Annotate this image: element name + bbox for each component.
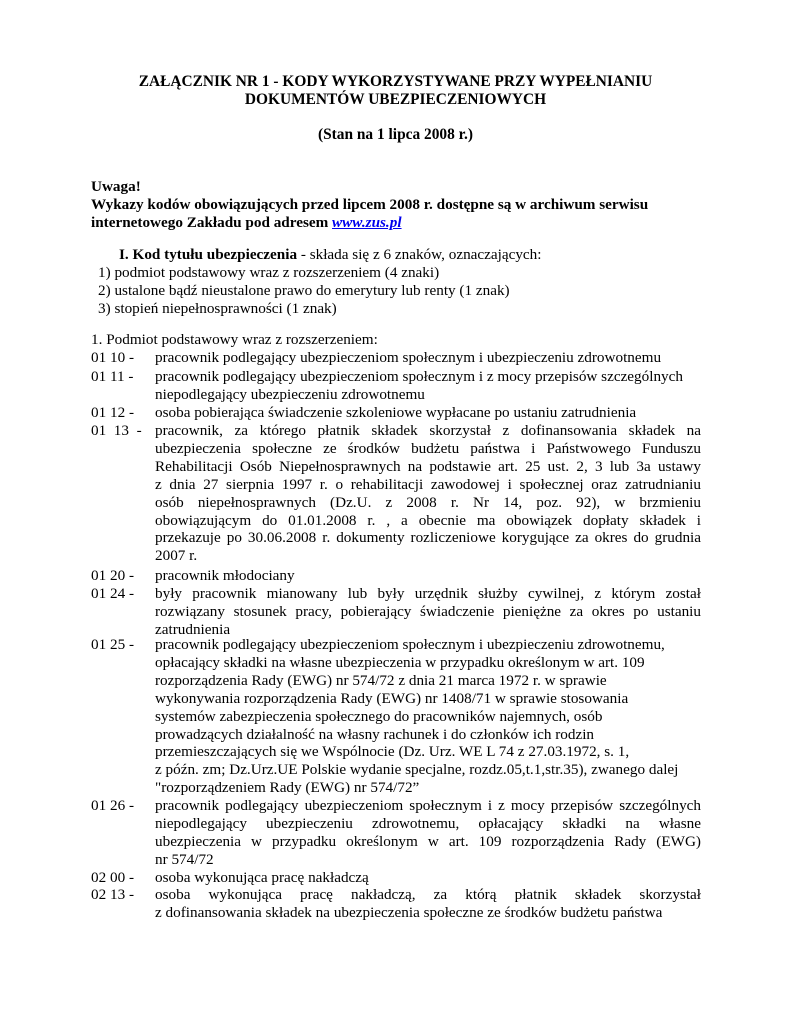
- description-line: obowiązującym do 01.01.2008 r. , a obecnie ma obowiązek dopłaty składek i: [155, 511, 701, 529]
- document-title-line1: ZAŁĄCZNIK NR 1 - KODY WYKORZYSTYWANE PRZY WYPEŁNIANIU: [138, 73, 653, 90]
- code-description: [155, 368, 701, 404]
- code-description: [155, 869, 701, 887]
- code-description: [155, 567, 701, 585]
- code-description: [155, 585, 701, 639]
- description-line: rozwiązany stosunek pracy, pobierający świadczenie pieniężne za okres po ustaniu: [155, 602, 701, 620]
- description-line: wykonywania rozporządzenia Rady (EWG) nr 1408/71 w sprawie stosowania: [155, 689, 629, 707]
- description-line: były pracownik mianowany lub były urzędnik służby cywilnej, z którym został: [155, 585, 701, 602]
- section-heading-title: I. Kod tytułu ubezpieczenia: [119, 246, 298, 263]
- code-description: [155, 422, 701, 565]
- code-description: [155, 886, 701, 922]
- code-number: 01 13 -: [91, 422, 142, 439]
- description-line: z dofinansowania składek na ubezpieczenia społeczne ze środków budżetu państwa: [155, 903, 663, 921]
- description-line: pracownik podlegający ubezpieczeniom społecznym i z mocy przepisów szczególnych: [155, 368, 683, 385]
- description-line: pracownik, za którego płatnik składek skorzystał z dofinansowania składek na: [155, 422, 701, 439]
- description-line: z późn. zm; Dz.Urz.UE Polskie wydanie specjalne, rozdz.05,t.1,str.35), zwanego dalej: [155, 761, 679, 779]
- section-heading-rest: - składa się z 6 znaków, oznaczających:: [297, 246, 542, 263]
- notice-line2: [91, 214, 711, 231]
- description-line: ubezpieczenia w przypadku określonym w art. 109 rozporządzenia Rady (EWG): [155, 832, 701, 850]
- description-line: "rozporządzeniem Rady (EWG) nr 574/72”: [155, 779, 420, 797]
- code-number: 01 20 -: [91, 567, 135, 584]
- notice-line1: Wykazy kodów obowiązujących przed lipcem 2008 r. dostępne są w archiwum serwisu: [91, 196, 649, 213]
- document-title-line2: DOKUMENTÓW UBEZPIECZENIOWYCH: [244, 91, 547, 108]
- code-number: 01 24 -: [91, 585, 135, 602]
- code-number: 02 13 -: [91, 886, 135, 903]
- description-line: prowadzących działalność na własny rachunek i do członków ich rodzin: [155, 725, 595, 743]
- code-number: 02 00 -: [91, 869, 135, 886]
- description-line: Rehabilitacji Osób Niepełnosprawnych na podstawie art. 25 ust. 2, 3 lub 3a ustawy: [155, 457, 701, 475]
- description-line: zatrudnienia: [155, 620, 231, 638]
- zus-website-link[interactable]: www.zus.pl: [332, 214, 402, 231]
- code-number: 01 12 -: [91, 404, 135, 421]
- description-line: rozporządzenia Rady (EWG) nr 574/72 z dnia 21 marca 1972 r. w sprawie: [155, 671, 607, 689]
- description-line: pracownik podlegający ubezpieczeniom społecznym i ubezpieczeniu zdrowotnemu: [155, 349, 662, 366]
- description-line: przemieszczających się we Wspólnocie (Dz. Urz. WE L 74 z 27.03.1972, s. 1,: [155, 743, 630, 761]
- description-line: przekazuje po 30.06.2008 r. dokumenty rozliczeniowe korygujące za okres do grudnia: [155, 529, 701, 547]
- description-line: opłacający składki na własne ubezpieczenia w przypadku określonym w art. 109: [155, 653, 645, 671]
- description-line: niepodlegający ubezpieczeniu zdrowotnemu: [155, 385, 425, 403]
- description-line: pracownik podlegający ubezpieczeniom społecznym i z mocy przepisów szczególnych: [155, 797, 701, 814]
- code-description: [155, 797, 701, 869]
- description-line: pracownik młodociany: [155, 567, 295, 584]
- description-line: osoba wykonująca pracę nakładczą, za którą płatnik składek skorzystał: [155, 886, 701, 903]
- notice-line2-text: internetowego Zakładu pod adresem: [91, 214, 333, 231]
- description-line: osób niepełnosprawnych (Dz.U. z 2008 r. Nr 14, poz. 92), w brzmieniu: [155, 493, 701, 511]
- code-number: 01 11 -: [91, 368, 134, 385]
- description-line: niepodlegający ubezpieczeniu zdrowotnemu, opłacający składki na własne: [155, 814, 701, 832]
- notice-heading: Uwaga!: [91, 178, 141, 195]
- section-heading: [119, 246, 739, 263]
- code-number: 01 10 -: [91, 349, 135, 366]
- list-item: 2) ustalone bądź nieustalone prawo do emerytury lub renty (1 znak): [98, 282, 510, 299]
- list-item: 3) stopień niepełnosprawności (1 znak): [98, 300, 337, 317]
- description-line: osoba wykonująca pracę nakładczą: [155, 869, 369, 886]
- date-note: (Stan na 1 lipca 2008 r.): [317, 126, 474, 143]
- code-description: [155, 636, 701, 797]
- description-line: 2007 r.: [155, 547, 198, 565]
- list-item: 1) podmiot podstawowy wraz z rozszerzeniem (4 znaki): [98, 264, 440, 281]
- code-number: 01 26 -: [91, 797, 135, 814]
- sub-heading: 1. Podmiot podstawowy wraz z rozszerzeniem:: [91, 331, 378, 348]
- code-description: [155, 349, 701, 367]
- code-description: [155, 404, 701, 422]
- description-line: osoba pobierająca świadczenie szkoleniowe wypłacane po ustaniu zatrudnienia: [155, 404, 637, 421]
- description-line: ubezpieczenia społeczne ze środków budżetu państwa i Państwowego Funduszu: [155, 439, 701, 457]
- description-line: z dnia 27 sierpnia 1997 r. o rehabilitacji zawodowej i społecznej oraz zatrudnianiu: [155, 475, 701, 493]
- code-number: 01 25 -: [91, 636, 135, 653]
- description-line: systemów zabezpieczenia społecznego do pracowników najemnych, osób: [155, 707, 603, 725]
- description-line: pracownik podlegający ubezpieczeniom społecznym i ubezpieczeniu zdrowotnemu,: [155, 636, 665, 653]
- description-line: nr 574/72: [155, 850, 214, 868]
